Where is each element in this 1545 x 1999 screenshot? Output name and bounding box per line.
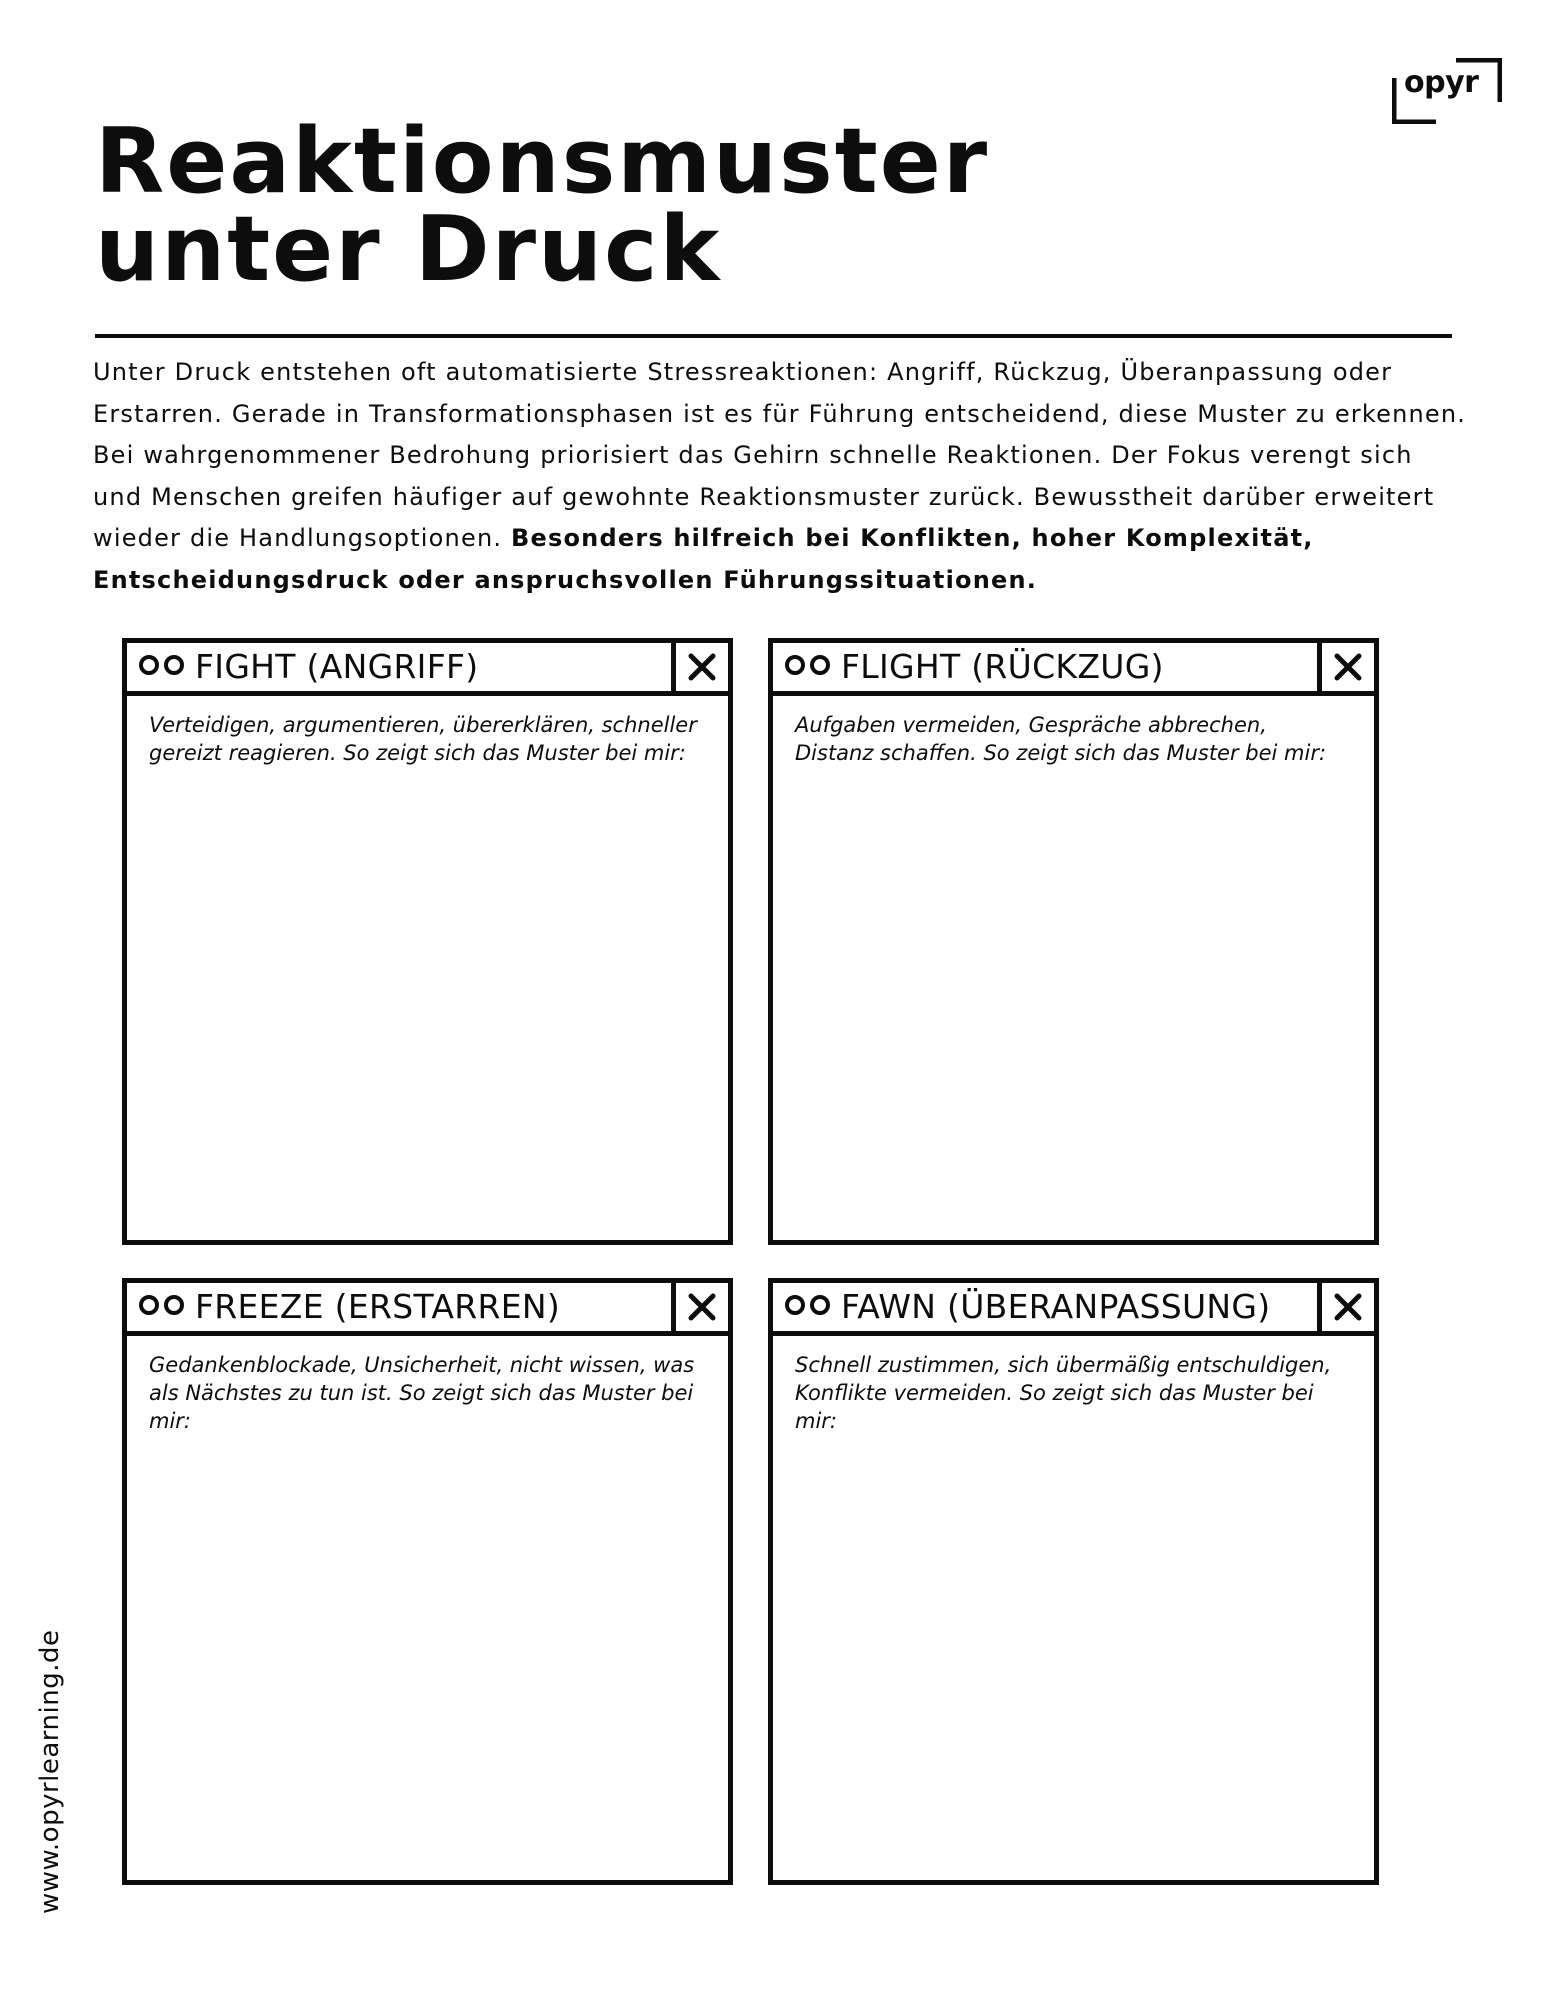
dot-icon <box>810 1295 830 1315</box>
close-icon <box>688 653 716 681</box>
dot-icon <box>139 655 159 675</box>
card-fight <box>122 638 733 1245</box>
dot-icon <box>810 655 830 675</box>
card-title: FAWN (ÜBERANPASSUNG) <box>841 1287 1271 1326</box>
card-titlebar <box>773 1283 1374 1336</box>
close-button[interactable] <box>1317 643 1374 691</box>
window-dots-icon <box>139 655 187 675</box>
page-title-line-2: unter Druck <box>95 197 722 302</box>
card-prompt: Gedankenblockade, Unsicherheit, nicht wissen, was als Nächstes zu tun ist. So zeigt sich das Muster bei mir: <box>149 1353 695 1433</box>
window-dots-icon <box>139 1295 187 1315</box>
card-titlebar <box>773 643 1374 696</box>
page-title <box>95 109 990 302</box>
card-freeze <box>122 1278 733 1885</box>
window-dots-icon <box>785 1295 833 1315</box>
card-flight <box>768 638 1379 1245</box>
card-prompt: Verteidigen, argumentieren, übererklären, schneller gereizt reagieren. So zeigt sich das Muster bei mir: <box>149 713 697 765</box>
close-button[interactable] <box>671 1283 728 1331</box>
intro-bold-text: Besonders hilfreich bei Konflikten, hoher Komplexität, Entscheidungsdruck oder anspruchsvollen Führungssituationen. <box>93 524 1314 594</box>
logo-wordmark: opyr <box>1404 65 1479 100</box>
dot-icon <box>164 655 184 675</box>
close-icon <box>1334 653 1362 681</box>
dot-icon <box>785 1295 805 1315</box>
card-titlebar <box>127 1283 728 1336</box>
intro-paragraph <box>93 352 1468 601</box>
card-prompt: Schnell zustimmen, sich übermäßig entschuldigen, Konflikte vermeiden. So zeigt sich das Muster bei mir: <box>795 1353 1332 1433</box>
dot-icon <box>785 655 805 675</box>
dot-icon <box>139 1295 159 1315</box>
intro-text: Unter Druck entstehen oft automatisierte Stressreaktionen: Angriff, Rückzug, Überanpassung oder Erstarren. Gerade in Transformationsphasen ist es für Führung entscheidend, diese Muster zu erkennen. Bei wahrgenommener Bedrohung priorisiert das Gehirn schnelle Reaktionen. Der Fokus verengt sich und Menschen greifen häufiger auf gewohnte Reaktionsmuster zurück. Bewusstheit darüber erweitert wieder die Handlungsoptionen. <box>93 358 1467 552</box>
card-title: FIGHT (ANGRIFF) <box>195 647 479 686</box>
opyr-logo <box>1392 58 1502 124</box>
close-icon <box>1334 1293 1362 1321</box>
close-button[interactable] <box>671 643 728 691</box>
card-fawn <box>768 1278 1379 1885</box>
card-titlebar <box>127 643 728 696</box>
title-divider <box>95 334 1452 338</box>
card-title: FLIGHT (RÜCKZUG) <box>841 647 1164 686</box>
close-icon <box>688 1293 716 1321</box>
website-url: www.opyrlearning.de <box>35 1629 65 1914</box>
card-title: FREEZE (ERSTARREN) <box>195 1287 560 1326</box>
page-title-line-1: Reaktionsmuster <box>95 109 990 214</box>
window-dots-icon <box>785 655 833 675</box>
card-prompt: Aufgaben vermeiden, Gespräche abbrechen, Distanz schaffen. So zeigt sich das Muster bei mir: <box>795 713 1327 765</box>
close-button[interactable] <box>1317 1283 1374 1331</box>
dot-icon <box>164 1295 184 1315</box>
